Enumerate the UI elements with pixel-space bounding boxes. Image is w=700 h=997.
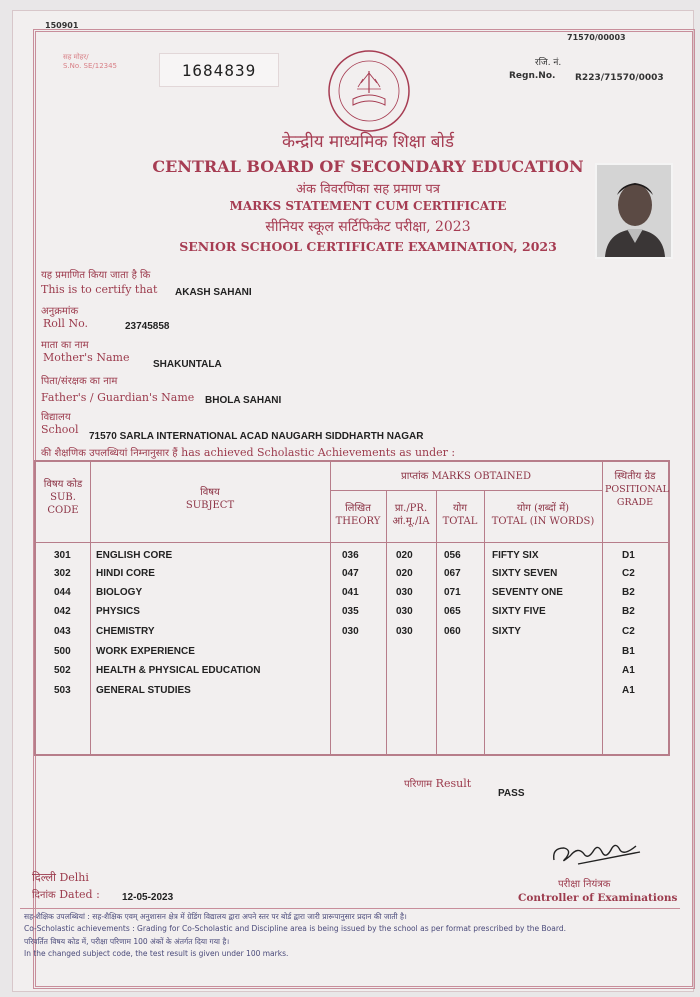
- positional-grade: B2: [622, 606, 635, 617]
- header-theory: [330, 502, 386, 528]
- row-divider: [330, 490, 602, 491]
- header-positional-grade: [602, 470, 668, 509]
- total-marks: 065: [444, 606, 461, 617]
- sub-code: 302: [54, 568, 71, 579]
- subject-name: GENERAL STUDIES: [96, 685, 191, 696]
- total-in-words: SIXTY FIVE: [492, 606, 546, 617]
- header-sub-code-hindi: विषय कोड: [43, 479, 83, 490]
- father-label: Father's / Guardian's Name: [41, 391, 195, 404]
- theory-marks: 041: [342, 587, 359, 598]
- header-sub-code: [36, 478, 90, 517]
- header-theory-english: THEORY: [335, 516, 381, 527]
- roll-number: 23745858: [125, 321, 170, 332]
- board-name-hindi: केन्द्रीय माध्यमिक शिक्षा बोर्ड: [281, 132, 455, 152]
- header-practical-ia: आं.मू./IA: [392, 516, 430, 527]
- school-label: School: [41, 423, 79, 436]
- header-words-english: TOTAL (IN WORDS): [491, 516, 595, 527]
- theory-marks: 035: [342, 606, 359, 617]
- positional-grade: B1: [622, 646, 635, 657]
- result-label: [404, 776, 471, 790]
- theory-marks: 047: [342, 568, 359, 579]
- certify-hindi-label: यह प्रमाणित किया जाता है कि: [41, 270, 151, 281]
- subject-name: CHEMISTRY: [96, 626, 155, 637]
- date-label: [32, 887, 100, 901]
- theory-marks: 036: [342, 550, 359, 561]
- student-photo: [595, 163, 673, 259]
- father-hindi-label: पिता/संरक्षक का नाम: [41, 376, 118, 387]
- positional-grade: C2: [622, 568, 635, 579]
- roll-label: Roll No.: [43, 317, 88, 330]
- positional-grade: A1: [622, 685, 635, 696]
- positional-grade: C2: [622, 626, 635, 637]
- footer-divider: [20, 908, 680, 909]
- positional-grade: A1: [622, 665, 635, 676]
- student-portrait-icon: [597, 165, 671, 257]
- practical-marks: 030: [396, 626, 413, 637]
- header-marks-english: MARKS OBTAINED: [431, 471, 531, 482]
- header-marks-hindi: प्राप्तांक: [401, 471, 429, 482]
- roll-hindi-label: अनुक्रमांक: [41, 306, 79, 317]
- exam-name-hindi: सीनियर स्कूल सर्टिफिकेट परीक्षा, 2023: [265, 219, 471, 235]
- result-label-hindi: परिणाम: [404, 779, 433, 790]
- header-total-words: [484, 502, 602, 528]
- sub-code: 500: [54, 646, 71, 657]
- certificate-type-hindi: अंक विवरणिका सह प्रमाण पत्र: [296, 182, 440, 197]
- practical-marks: 020: [396, 568, 413, 579]
- achievement-english: has achieved Scholastic Achievements as under :: [181, 446, 456, 459]
- col-divider: [436, 490, 437, 754]
- date-label-english: Dated :: [59, 888, 100, 901]
- header-divider: [36, 542, 668, 543]
- school-name: 71570 SARLA INTERNATIONAL ACAD NAUGARH SIDDHARTH NAGAR: [89, 431, 424, 442]
- serial-number: 1684839: [159, 53, 279, 87]
- mother-name: SHAKUNTALA: [153, 359, 222, 370]
- achievement-hindi: की शैक्षणिक उपलब्धियां निम्नानुसार हैं: [41, 448, 178, 459]
- header-total-hindi: योग: [452, 503, 468, 514]
- regn-label: Regn.No.: [509, 71, 556, 81]
- total-marks: 067: [444, 568, 461, 579]
- sub-code: 044: [54, 587, 71, 598]
- mother-hindi-label: माता का नाम: [41, 340, 89, 351]
- col-divider: [386, 490, 387, 754]
- subject-name: ENGLISH CORE: [96, 550, 173, 561]
- header-practical-pr: प्रा./PR.: [394, 503, 428, 514]
- top-regn-small: 71570/00003: [567, 33, 626, 42]
- subject-name: HEALTH & PHYSICAL EDUCATION: [96, 665, 261, 676]
- header-total: [436, 502, 484, 528]
- practical-marks: 020: [396, 550, 413, 561]
- red-stamp: [63, 53, 117, 71]
- sub-code: 502: [54, 665, 71, 676]
- total-marks: 060: [444, 626, 461, 637]
- footer-line-3: परिवर्तित विषय कोड में, परीक्षा परिणाम 100 अंकों के अंतर्गत दिया गया है।: [24, 937, 230, 946]
- marks-table: [34, 460, 670, 756]
- result-label-english: Result: [435, 777, 472, 790]
- controller-hindi: परीक्षा नियंत्रक: [558, 879, 611, 890]
- header-sub-code-english: SUB. CODE: [47, 492, 79, 516]
- subject-name: BIOLOGY: [96, 587, 143, 598]
- header-subject-english: SUBJECT: [185, 500, 235, 511]
- controller-signature-icon: [548, 834, 648, 874]
- subject-name: WORK EXPERIENCE: [96, 646, 195, 657]
- practical-marks: 030: [396, 587, 413, 598]
- regn-number: R223/71570/0003: [575, 73, 664, 83]
- footer-line-1: सह-शैक्षिक उपलब्धियां : सह-शैक्षिक एवम् अनुशासन क्षेत्र में ग्रेडिंग विद्यालय द्वारा अपने स्तर पर बोर्ड द्वारा जारी प्रारूपानुसार प्रदान की जाती है।: [24, 912, 407, 921]
- sub-code: 503: [54, 685, 71, 696]
- header-subject-hindi: विषय: [200, 487, 220, 498]
- certify-label: This is to certify that: [41, 283, 158, 296]
- col-divider: [484, 490, 485, 754]
- total-in-words: SIXTY: [492, 626, 521, 637]
- red-stamp-line-1: सह मोहर/: [63, 53, 89, 61]
- cbse-seal-icon: [327, 49, 411, 133]
- header-grade-english: POSITIONAL GRADE: [605, 484, 669, 508]
- footer-line-2: Co-Scholastic achievements : Grading for Co-Scholastic and Discipline area is being issued by the school as per format prescribed by the Board.: [24, 924, 566, 933]
- positional-grade: D1: [622, 550, 635, 561]
- header-subject: [90, 486, 330, 512]
- mother-label: Mother's Name: [43, 351, 130, 364]
- theory-marks: 030: [342, 626, 359, 637]
- header-grade-hindi: स्थितीय ग्रेड: [614, 471, 656, 482]
- top-serial-small: 150901: [45, 21, 79, 30]
- exam-name-english: SENIOR SCHOOL CERTIFICATE EXAMINATION, 2023: [179, 239, 557, 254]
- student-name: AKASH SAHANI: [175, 287, 252, 298]
- total-in-words: FIFTY SIX: [492, 550, 539, 561]
- total-marks: 056: [444, 550, 461, 561]
- school-hindi-label: विद्यालय: [41, 412, 71, 423]
- header-theory-hindi: लिखित: [345, 503, 371, 514]
- footer-line-4: In the changed subject code, the test result is given under 100 marks.: [24, 949, 289, 958]
- header-words-hindi: योग (शब्दों में): [516, 503, 570, 514]
- header-marks-obtained: [330, 470, 602, 483]
- issue-date: 12-05-2023: [122, 892, 174, 903]
- place: दिल्ली Delhi: [32, 871, 89, 884]
- controller-label: Controller of Examinations: [518, 892, 678, 904]
- practical-marks: 030: [396, 606, 413, 617]
- board-name-english: CENTRAL BOARD OF SECONDARY EDUCATION: [152, 157, 584, 176]
- positional-grade: B2: [622, 587, 635, 598]
- certificate-type-english: MARKS STATEMENT CUM CERTIFICATE: [229, 199, 507, 213]
- achievement-statement: [41, 445, 455, 459]
- sub-code: 042: [54, 606, 71, 617]
- sub-code: 301: [54, 550, 71, 561]
- subject-name: HINDI CORE: [96, 568, 155, 579]
- father-name: BHOLA SAHANI: [205, 395, 282, 406]
- red-stamp-line-2: S.No. SE/12345: [63, 62, 118, 70]
- sub-code: 043: [54, 626, 71, 637]
- subject-name: PHYSICS: [96, 606, 140, 617]
- result-value: PASS: [498, 788, 525, 799]
- total-in-words: SIXTY SEVEN: [492, 568, 558, 579]
- date-label-hindi: दिनांक: [32, 890, 56, 901]
- header-total-english: TOTAL: [442, 516, 478, 527]
- header-practical: [386, 502, 436, 528]
- regn-hindi-label: रजि. नं.: [535, 58, 562, 68]
- total-in-words: SEVENTY ONE: [492, 587, 563, 598]
- total-marks: 071: [444, 587, 461, 598]
